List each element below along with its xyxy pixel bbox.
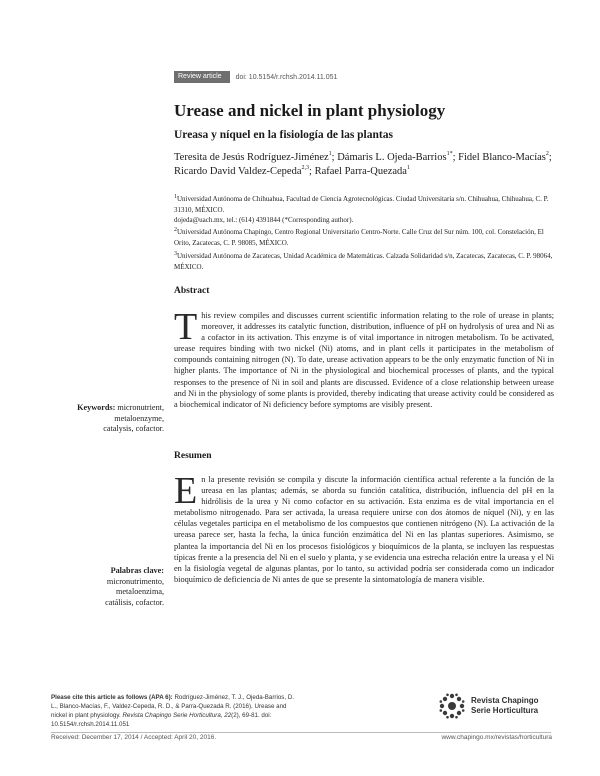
- article-title: Urease and nickel in plant physiology: [174, 101, 446, 120]
- corresponding-email[interactable]: dojeda@uach.mx, tel.: (614) 4391844 (*Corresponding author).: [174, 216, 354, 224]
- resumen-dropcap: E: [174, 470, 198, 512]
- affiliation-3: $^3$Universidad Autónoma de Zacatecas, Unidad Académica de Matemáticas. Calzada Solidaridad s/n, Zacatecas, Zacatecas, C. P. 98064, MÉXICO.: [174, 251, 553, 271]
- author-name: Dámaris L. Ojeda-Barrios: [337, 152, 447, 163]
- affiliation-1: $^1$Universidad Autónoma de Chihuahua, Facultad de Ciencia Agrotecnológicas. Ciudad Universitaria s/n. Chihuahua, Chihuahua, C. P. 31310, MÉXICO.: [174, 194, 549, 214]
- received-dates: Received: December 17, 2014 / Accepted: April 20, 2016.: [51, 734, 217, 741]
- resumen-heading: Resumen: [174, 451, 212, 461]
- author-name: Ricardo David Valdez-Cepeda: [174, 166, 302, 177]
- article-subtitle: Ureasa y níquel en la fisiología de las plantas: [174, 129, 393, 141]
- footer-divider: [51, 732, 551, 733]
- keywords-english: Keywords: micronutrient, metaloenzyme, catalysis, cofactor.: [77, 403, 164, 433]
- affiliation-2: $^2$Universidad Autónoma Chapingo, Centro Regional Universitario Centro-Norte. Calle Cruz del Sur núm. 100, col. Constelación, El Orito, Zacatecas, C. P. 98085, MÉXICO.: [174, 227, 544, 247]
- journal-url-link[interactable]: www.chapingo.mx/revistas/horticultura: [441, 734, 552, 741]
- doi-link[interactable]: doi: 10.5154/r.rchsh.2014.11.051: [235, 73, 338, 81]
- resumen-body: En la presente revisión se compila y discute la información científica actual referente a la función de la ureasa en las plantas; además, se aborda su función catalítica, distribución, influencia del pH en la hidrólisis de la urea y Ni como cofactor en su activación. Esta enzima es de vital importancia en el metabolismo nitrogenado. Para ser activada, la ureasa requiere unirse con dos átomos de níquel (Ni), y en las células vegetales participa en el metabolismo de los compuestos que contienen nitrógeno (N). La activación de la ureasa parece ser, hasta la fecha, la única función enzimática del Ni en las plantas superiores. Asimismo, se plantea la importancia del Ni en los procesos fisiológicos y bioquímicos de la planta, se incluyen las respuestas típicas frente a la presencia del Ni en el suelo y planta, y se evidencia una estrecha relación entre la ureasa y el Ni en la fisiología vegetal de algunas plantas, por lo tanto, su actividad podría ser considerada como un indicador bioquímico de deficiencia de Ni antes de que se presente la sintomatología de manera visible.: [174, 470, 554, 584]
- author-name: Teresita de Jesús Rodríguez-Jiménez: [174, 152, 329, 163]
- author-name: Fidel Blanco-Macías: [458, 152, 546, 163]
- author-list: Teresita de Jesús Rodríguez-Jiménez$^1$; Dámaris L. Ojeda-Barrios$^{1*}$; Fidel Blanco-Macías$^2$; Ricardo David Valdez-Cepeda$^{2,3}$; Rafael Parra-Quezada$^1$: [174, 151, 552, 177]
- abstract-heading: Abstract: [174, 286, 210, 296]
- article-type-badge: Review article: [174, 71, 230, 83]
- abstract-body: This review compiles and discusses current scientific information relating to the role of urease in plants; moreover, it addresses its catalytic function, distribution, influence of pH on hydrolysis of urea and Ni as a cofactor in its activation. This enzyme is of vital importance in nitrogen metabolism. To be activated, urease requires binding with two nickel (Ni) atoms, and in plant cells it participates in the metabolism of compounds containing nitrogen (N). To date, urease activation appears to be the only enzymatic function of Ni in higher plants. The importance of Ni in the physiological and biochemical processes of plants, and the typical responses to the presence of Ni in soil and plants are discussed. Evidence of a close relationship between urease and Ni in the physiology of some plants is provided, thereby indicating that urease activity could be considered as a biochemical indicator of Ni deficiency before symptoms are visibly present.: [174, 306, 554, 409]
- sunflower-logo-icon: [437, 691, 467, 721]
- keywords-spanish: Palabras clave: micronutrimento, metaloenzima, catálisis, cofactor.: [105, 566, 164, 607]
- citation-note: Please cite this article as follows (APA 6): Rodríguez-Jiménez, T. J., Ojeda-Barrios, D. L., Blanco-Macías, F., Valdez-Cepeda, R. D., & Parra-Quezada R. (2016). Urease and nickel in plant physiology. Revista Chapingo Serie Horticultura, 22(2), 69-81. doi: 10.5154/r.rchsh.2014.11.051: [51, 694, 295, 728]
- author-name: Rafael Parra-Quezada: [314, 166, 407, 177]
- journal-logo-text: Revista Chapingo Serie Horticultura: [471, 696, 539, 715]
- abstract-dropcap: T: [174, 306, 198, 348]
- article-type-bar: [174, 71, 337, 83]
- journal-logo: [437, 691, 539, 721]
